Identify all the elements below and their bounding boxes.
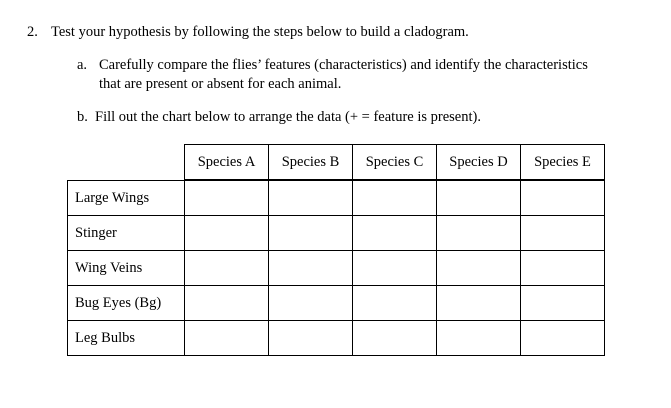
cell-wing-veins-species-b[interactable] xyxy=(269,251,353,286)
cell-leg-bulbs-species-a[interactable] xyxy=(185,321,269,356)
feature-chart xyxy=(67,144,605,356)
cell-bug-eyes-bg-species-a[interactable] xyxy=(185,286,269,321)
feature-row-wing-veins xyxy=(68,251,605,286)
row-label: Leg Bulbs xyxy=(68,321,185,356)
cell-large-wings-species-e[interactable] xyxy=(521,181,605,216)
cell-leg-bulbs-species-d[interactable] xyxy=(437,321,521,356)
cell-bug-eyes-bg-species-d[interactable] xyxy=(437,286,521,321)
column-header-species-c: Species C xyxy=(353,145,437,180)
cell-stinger-species-d[interactable] xyxy=(437,216,521,251)
header-row xyxy=(68,145,605,180)
row-label: Stinger xyxy=(68,216,185,251)
cell-stinger-species-e[interactable] xyxy=(521,216,605,251)
feature-rows xyxy=(68,181,605,356)
cell-stinger-species-a[interactable] xyxy=(185,216,269,251)
column-header-species-d: Species D xyxy=(437,145,521,180)
step-b-label: b. xyxy=(77,109,88,125)
cell-wing-veins-species-e[interactable] xyxy=(521,251,605,286)
cell-large-wings-species-b[interactable] xyxy=(269,181,353,216)
corner-cell xyxy=(68,145,185,180)
feature-row-bug-eyes-bg xyxy=(68,286,605,321)
step-b-text: Fill out the chart below to arrange the data (+ = feature is present). xyxy=(95,109,481,125)
cell-large-wings-species-d[interactable] xyxy=(437,181,521,216)
cell-leg-bulbs-species-e[interactable] xyxy=(521,321,605,356)
feature-row-stinger xyxy=(68,216,605,251)
step-a-label: a. xyxy=(77,57,88,73)
column-header-species-a: Species A xyxy=(185,145,269,180)
cell-large-wings-species-a[interactable] xyxy=(185,181,269,216)
question-number: 2. xyxy=(27,24,38,40)
column-header-species-e: Species E xyxy=(521,145,605,180)
cell-wing-veins-species-d[interactable] xyxy=(437,251,521,286)
cell-bug-eyes-bg-species-c[interactable] xyxy=(353,286,437,321)
cell-large-wings-species-c[interactable] xyxy=(353,181,437,216)
cell-bug-eyes-bg-species-b[interactable] xyxy=(269,286,353,321)
question-text: Test your hypothesis by following the steps below to build a cladogram. xyxy=(51,24,469,40)
cell-leg-bulbs-species-b[interactable] xyxy=(269,321,353,356)
feature-row-leg-bulbs xyxy=(68,321,605,356)
cell-wing-veins-species-c[interactable] xyxy=(353,251,437,286)
cell-stinger-species-c[interactable] xyxy=(353,216,437,251)
cell-leg-bulbs-species-c[interactable] xyxy=(353,321,437,356)
cell-wing-veins-species-a[interactable] xyxy=(185,251,269,286)
row-label: Wing Veins xyxy=(68,251,185,286)
row-label: Large Wings xyxy=(68,181,185,216)
column-header-species-b: Species B xyxy=(269,145,353,180)
cell-stinger-species-b[interactable] xyxy=(269,216,353,251)
cell-bug-eyes-bg-species-e[interactable] xyxy=(521,286,605,321)
feature-row-large-wings xyxy=(68,181,605,216)
step-a-line2: that are present or absent for each animal. xyxy=(99,76,342,92)
row-label: Bug Eyes (Bg) xyxy=(68,286,185,321)
step-a-line1: Carefully compare the flies’ features (characteristics) and identify the characteristics xyxy=(99,57,588,73)
